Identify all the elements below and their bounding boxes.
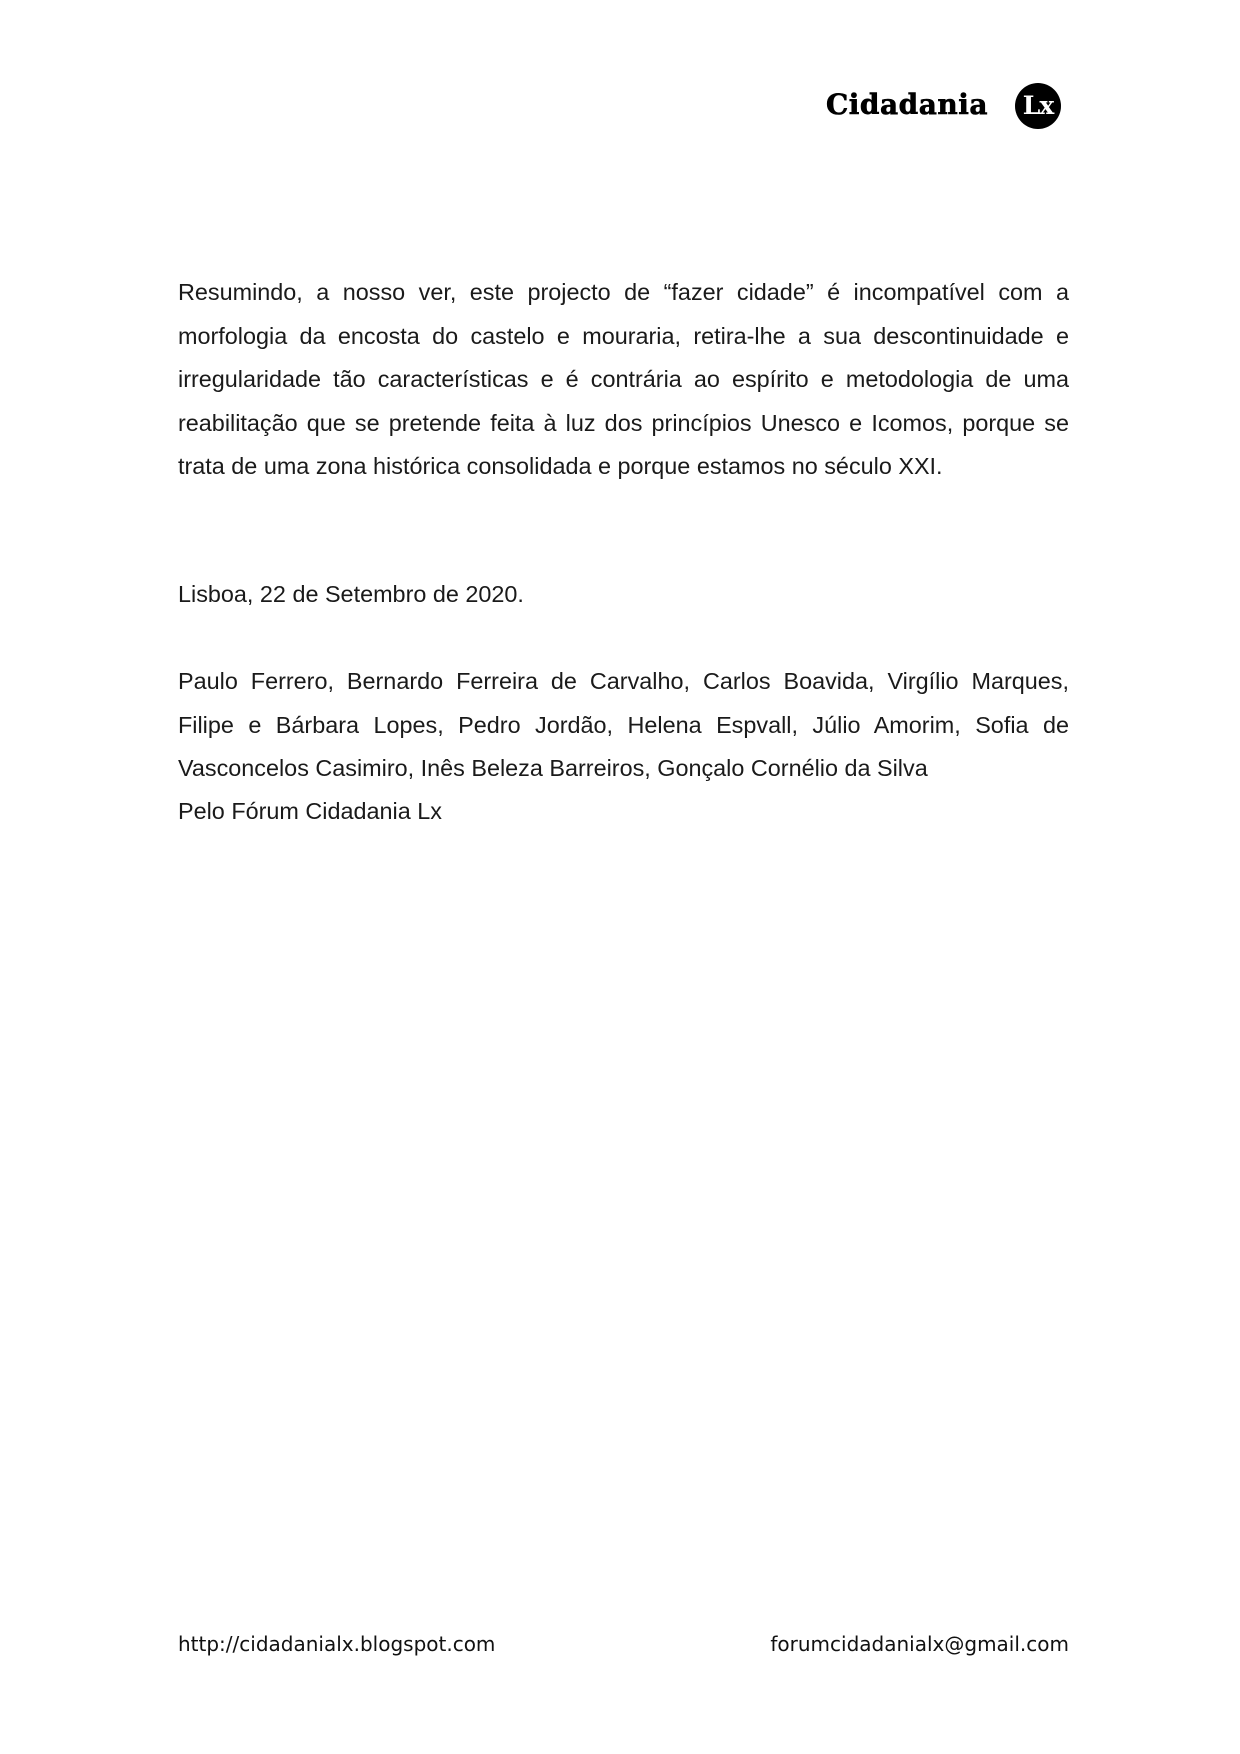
date-line: Lisboa, 22 de Setembro de 2020. [178, 581, 524, 607]
summary-paragraph: Resumindo, a nosso ver, este projecto de “fazer cidade” é incompatível com a morfologia da encosta do castelo e mouraria, retira-lhe a sua descontinuidade e irregularidade tão características e é contrária ao espírito e metodologia de uma reabilitação que se pretende feita à luz dos princípios Unesco e Icomos, porque se trata de uma zona histórica consolidada e porque estamos no século XXI. [178, 279, 1069, 479]
signature-organization: Pelo Fórum Cidadania Lx [178, 798, 442, 824]
footer-website-link[interactable]: http://cidadanialx.blogspot.com [178, 1632, 496, 1656]
signatories-list: Paulo Ferrero, Bernardo Ferreira de Carvalho, Carlos Boavida, Virgílio Marques, Filipe e Bárbara Lopes, Pedro Jordão, Helena Espvall, Júlio Amorim, Sofia de Vasconcelos Casimiro, Inês Beleza Barreiros, Gonçalo Cornélio da Silva [178, 668, 1069, 781]
logo-wordmark: Cidadania [826, 88, 988, 121]
logo-badge-circle: Lx [1015, 83, 1061, 129]
footer-email-link[interactable]: forumcidadanialx@gmail.com [770, 1632, 1069, 1656]
cidadania-lx-logo [826, 83, 1066, 129]
